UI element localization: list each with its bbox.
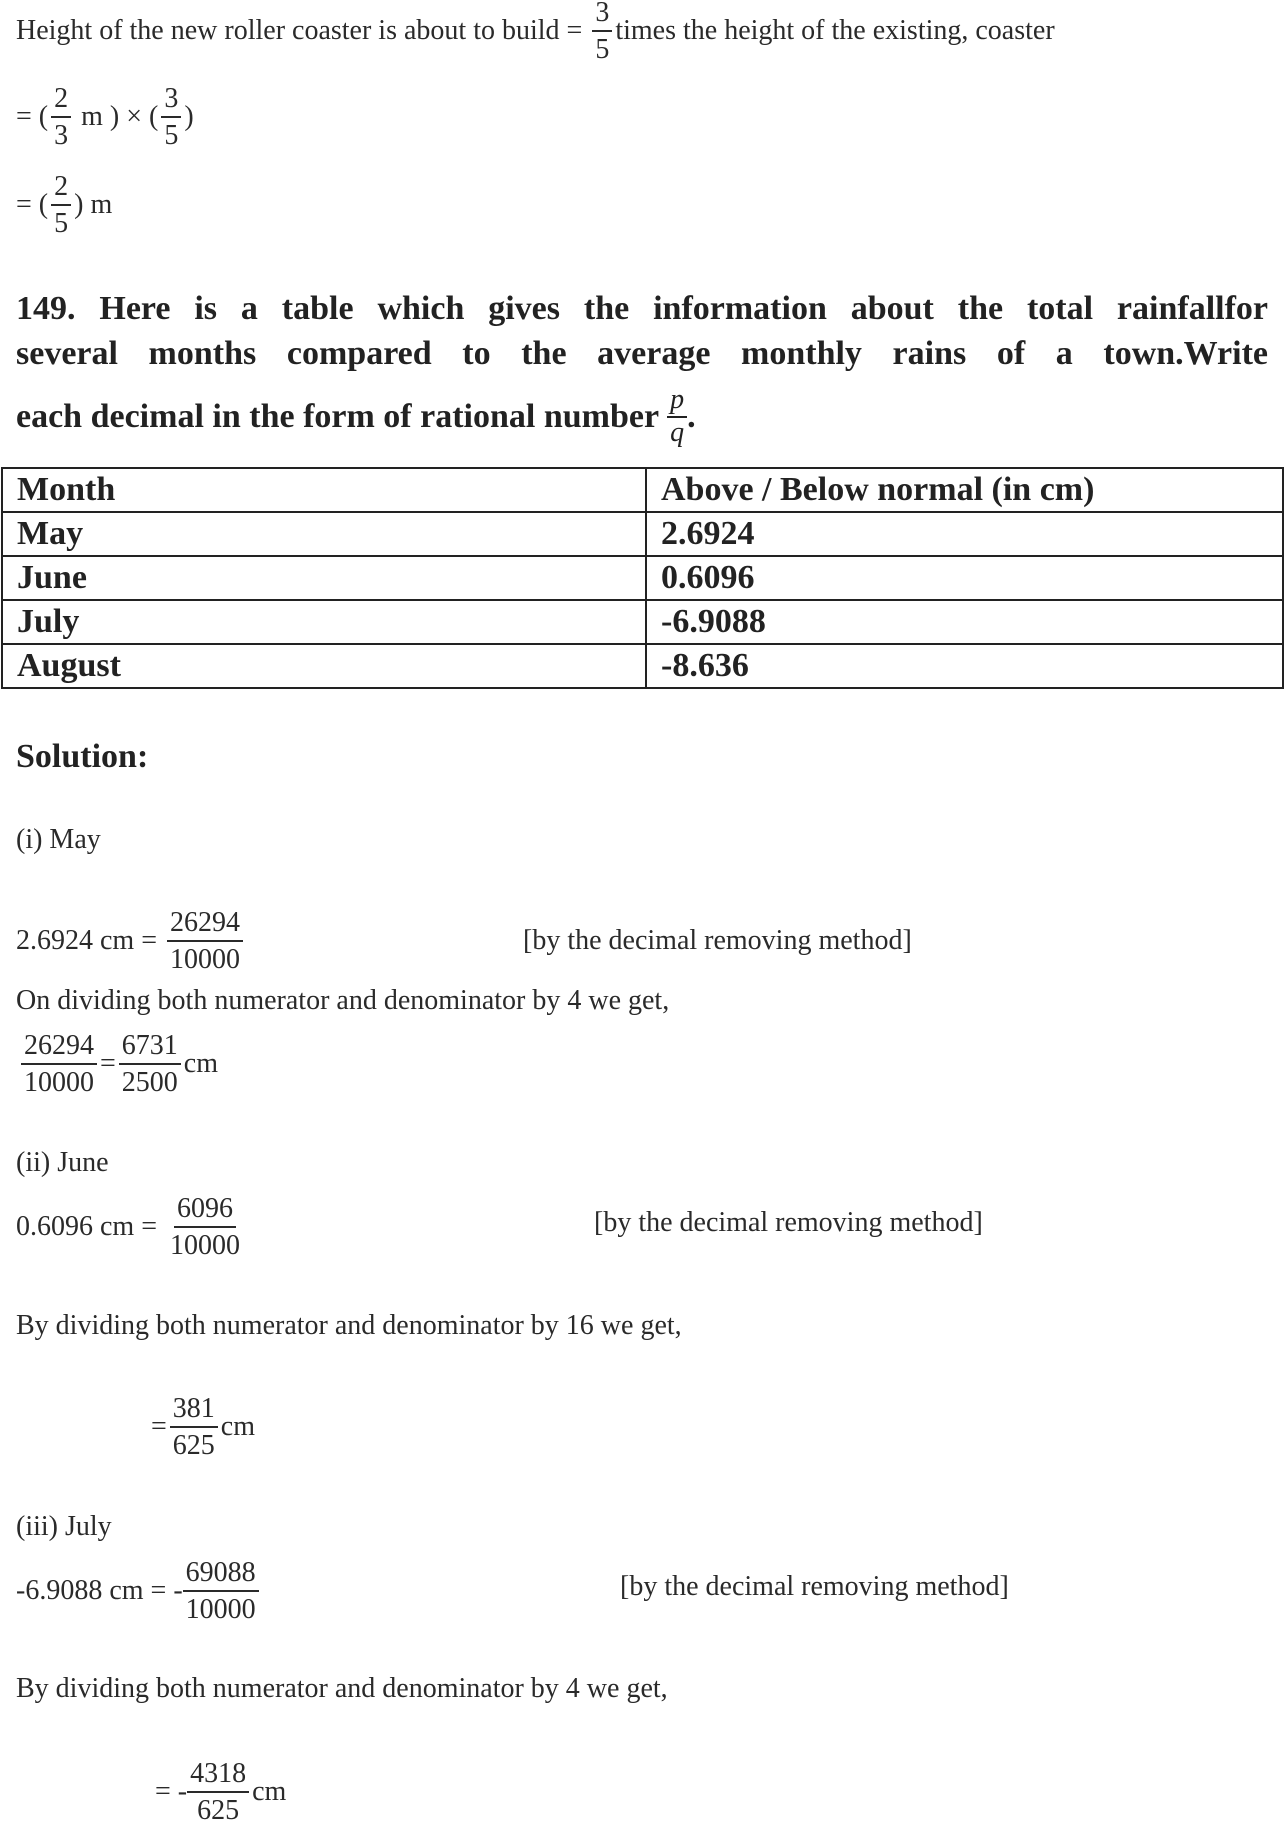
header-value: Above / Below normal (in cm)	[646, 468, 1283, 512]
text: =	[151, 1411, 167, 1442]
fraction	[592, 0, 612, 67]
fraction	[183, 1555, 259, 1627]
intro-line-3	[16, 150, 112, 260]
fraction	[170, 1391, 218, 1463]
numerator: 2	[51, 169, 71, 206]
unit: cm	[220, 1411, 256, 1442]
table-row	[2, 644, 1283, 688]
table-row	[2, 556, 1283, 600]
july-equation	[16, 1536, 262, 1646]
text: 0.6096 cm =	[16, 1211, 164, 1242]
value-cell: -6.9088	[646, 600, 1283, 644]
table-row	[2, 512, 1283, 556]
method-note: [by the decimal removing method]	[594, 1207, 983, 1238]
numerator: 26294	[21, 1028, 97, 1065]
denominator: 2500	[121, 1067, 178, 1098]
denominator: 10000	[170, 944, 240, 975]
numerator: 3	[592, 0, 612, 32]
fraction	[51, 81, 71, 153]
question-line-3	[16, 382, 1268, 452]
fraction	[161, 81, 181, 153]
text: m ) × (	[74, 101, 159, 132]
text: 2.6924 cm =	[16, 925, 164, 956]
june-label: (ii) June	[16, 1147, 109, 1178]
numerator: 381	[170, 1391, 218, 1428]
denominator: 3	[54, 120, 69, 151]
text: -6.9088 cm = -	[16, 1575, 183, 1606]
month-cell: August	[2, 644, 646, 688]
numerator: p	[667, 385, 687, 418]
unit: cm	[183, 1048, 219, 1079]
numerator: 69088	[183, 1555, 259, 1592]
denominator: 5	[164, 120, 179, 151]
text: )	[184, 101, 194, 132]
fraction	[21, 1028, 97, 1100]
table-row	[2, 600, 1283, 644]
rainfall-table	[1, 467, 1284, 689]
may-result	[18, 1009, 218, 1119]
header-month: Month	[2, 468, 646, 512]
fraction	[167, 1191, 243, 1263]
text: = (	[16, 101, 49, 132]
question-line-2: several months compared to the average monthly rains of a town.Write	[16, 335, 1268, 372]
pq-fraction	[667, 385, 687, 449]
numerator: 6731	[119, 1028, 181, 1065]
denominator: 10000	[24, 1067, 94, 1098]
denominator: 10000	[185, 1594, 256, 1625]
period: .	[687, 398, 696, 435]
denominator: 5	[54, 208, 69, 239]
fraction	[187, 1756, 249, 1828]
month-cell: May	[2, 512, 646, 556]
july-result	[155, 1737, 286, 1847]
solution-heading: Solution:	[16, 738, 149, 775]
value-cell: 0.6096	[646, 556, 1283, 600]
numerator: 3	[161, 81, 181, 118]
may-label: (i) May	[16, 824, 101, 855]
may-step: On dividing both numerator and denominator by 4 we get,	[16, 985, 670, 1016]
method-note: [by the decimal removing method]	[523, 925, 912, 956]
fraction	[51, 169, 71, 241]
month-cell: July	[2, 600, 646, 644]
denominator: 625	[197, 1795, 240, 1826]
value-cell: 2.6924	[646, 512, 1283, 556]
july-step: By dividing both numerator and denominator by 4 we get,	[16, 1673, 668, 1704]
july-label: (iii) July	[16, 1511, 112, 1542]
numerator: 6096	[174, 1191, 236, 1228]
text: Height of the new roller coaster is about to build =	[16, 15, 590, 46]
text: ) m	[74, 189, 113, 220]
june-step: By dividing both numerator and denominator by 16 we get,	[16, 1310, 682, 1341]
june-result	[151, 1372, 255, 1482]
numerator: 26294	[167, 905, 243, 942]
month-cell: June	[2, 556, 646, 600]
method-note: [by the decimal removing method]	[620, 1571, 1009, 1602]
numerator: 4318	[187, 1756, 249, 1793]
text: = (	[16, 189, 49, 220]
june-equation	[16, 1172, 246, 1282]
text: each decimal in the form of rational number	[16, 398, 660, 435]
denominator: 625	[172, 1430, 215, 1461]
text: = -	[155, 1776, 188, 1807]
numerator: 2	[51, 81, 71, 118]
question-line-1: 149. Here is a table which gives the information about the total rainfallfor	[16, 290, 1268, 327]
text: =	[100, 1048, 116, 1079]
value-cell: -8.636	[646, 644, 1283, 688]
denominator: q	[670, 417, 685, 448]
fraction	[119, 1028, 181, 1100]
denominator: 10000	[170, 1230, 240, 1261]
denominator: 5	[595, 34, 610, 65]
unit: cm	[252, 1776, 287, 1807]
text: times the height of the existing, coaster	[615, 15, 1055, 46]
table-header-row	[2, 468, 1283, 512]
